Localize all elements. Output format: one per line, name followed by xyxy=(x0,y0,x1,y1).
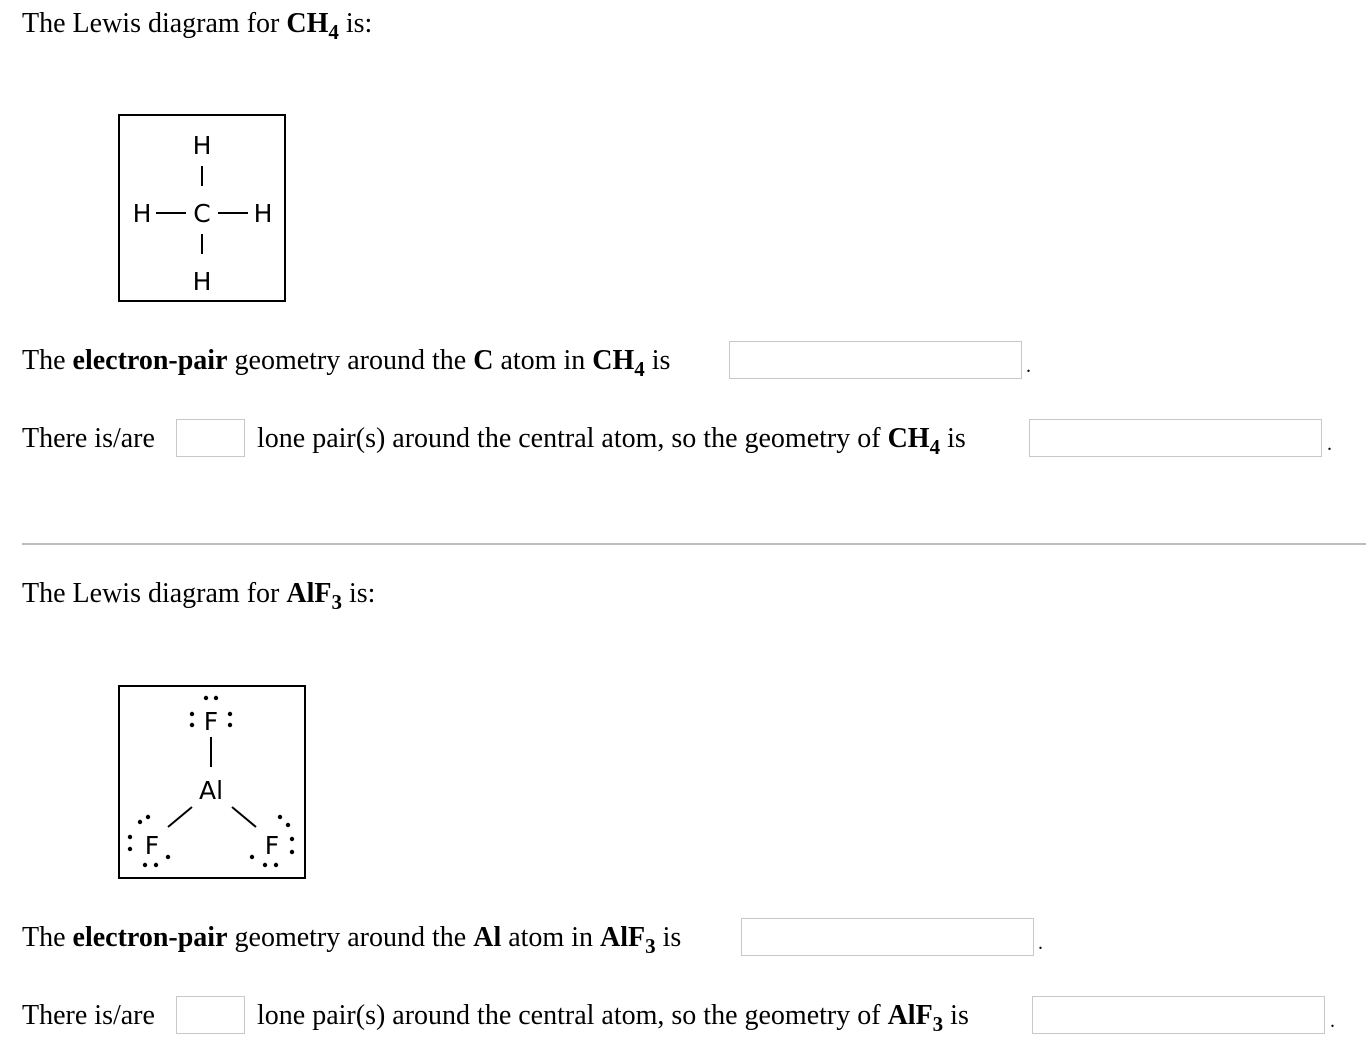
alf3-lone-pairs-input[interactable] xyxy=(176,996,245,1034)
ch4-heading xyxy=(22,10,372,43)
alf3-molecular-geometry-input[interactable] xyxy=(1032,996,1325,1034)
ch4-lone-pairs-input[interactable] xyxy=(176,419,245,457)
ch4-atom-c-center: C xyxy=(193,199,211,228)
ch4-electron-pair-geometry-input[interactable] xyxy=(729,341,1022,379)
ch4-atom-h-top: H xyxy=(192,131,212,160)
alf3-electron-pair-geometry-input[interactable] xyxy=(741,918,1034,956)
ch4-atom-h-right: H xyxy=(253,199,273,228)
ch4-q2-period: . xyxy=(1327,433,1332,455)
ch4-molecular-geometry-question: lone pair(s) around the central atom, so the geometry of $CH_4$ is xyxy=(257,423,966,459)
section-divider xyxy=(22,543,1366,545)
ch4-molecular-geometry-input[interactable] xyxy=(1029,419,1322,457)
alf3-molecular-geometry-question: lone pair(s) around the central atom, so the geometry of AlF$_3$ is xyxy=(257,1000,969,1036)
ch4-atom-h-left: H xyxy=(132,199,152,228)
alf3-q1-period: . xyxy=(1038,932,1043,954)
alf3-atom-al-center: Al xyxy=(198,776,224,805)
alf3-lewis-structure xyxy=(120,687,304,877)
ch4-lewis-structure xyxy=(120,116,284,300)
ch4-heading-formula: $CH_4$ xyxy=(286,8,339,44)
alf3-atom-f-right: F xyxy=(264,831,280,860)
ch4-lone-pair-label: There is/are xyxy=(22,423,155,454)
alf3-lone-pair-label: There is/are xyxy=(22,1000,155,1031)
ch4-lewis-diagram xyxy=(118,114,286,302)
alf3-heading xyxy=(22,580,375,613)
alf3-heading-formula: AlF$_3$ xyxy=(286,578,342,614)
alf3-heading-text: The Lewis diagram for xyxy=(22,578,287,609)
alf3-atom-f-left: F xyxy=(144,831,160,860)
ch4-heading-suffix: is: xyxy=(338,8,373,39)
alf3-electron-pair-question: The electron-pair geometry around the Al atom in AlF$_3$ is xyxy=(22,922,682,958)
ch4-q1-period: . xyxy=(1026,355,1031,377)
ch4-atom-h-bottom: H xyxy=(192,267,212,296)
ch4-electron-pair-question: The electron-pair geometry around the C atom in $CH_4$ is xyxy=(22,345,671,381)
alf3-lewis-diagram xyxy=(118,685,306,879)
alf3-heading-suffix: is: xyxy=(341,578,376,609)
ch4-heading-text: The Lewis diagram for xyxy=(22,8,287,39)
alf3-atom-f-top: F xyxy=(203,707,219,736)
alf3-q2-period: . xyxy=(1330,1010,1335,1032)
